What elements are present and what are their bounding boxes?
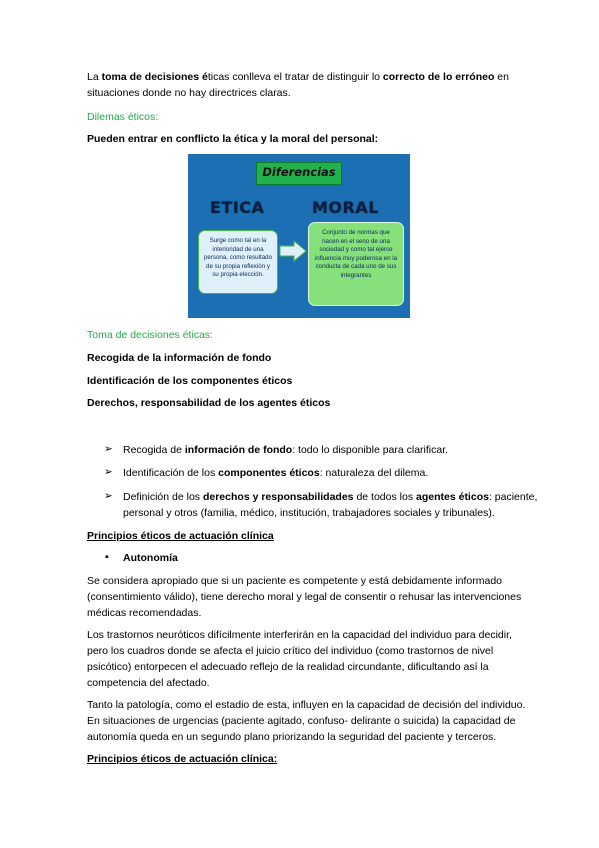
intro-text: en — [494, 71, 509, 83]
paragraph-line: (consentimiento válido), tiene derecho moral y legal de consentir o rehusar las intervenciones — [87, 591, 522, 603]
bullet-text: : naturaleza del dilema. — [319, 467, 429, 479]
bullet-item — [123, 490, 537, 506]
arrowhead-bullet-icon: ➢ — [104, 466, 113, 478]
paragraph-line: En situaciones de urgencias (paciente agitado, confuso- delirante o suicida) la capacidad de — [87, 715, 516, 727]
bullet-item — [123, 443, 448, 459]
bullet-text: de todos los — [353, 491, 416, 503]
bullet-bold-term: información de fondo — [184, 444, 293, 456]
bullet-text: : todo lo disponible para clarificar. — [292, 444, 449, 456]
figure-banner-text: Diferencias — [262, 165, 336, 179]
principios-heading-2: Principios éticos de actuación clínica: — [87, 753, 278, 765]
bullet-item — [123, 466, 428, 482]
intro-line-1 — [87, 70, 509, 86]
bullet-bold-term: componentes éticos — [218, 467, 320, 479]
bullet-text: Recogida de — [123, 444, 185, 456]
intro-bold-term: correcto de lo erróneo — [382, 71, 495, 83]
paragraph-line: médicas recomendadas. — [87, 607, 202, 619]
figure-etica-title: ETICA — [210, 198, 265, 217]
arrowhead-bullet-icon: ➢ — [104, 443, 113, 455]
figure-etica-box — [198, 230, 278, 294]
diferencias-figure — [188, 154, 410, 318]
dilemas-heading: Dilemas éticos: — [87, 111, 159, 123]
intro-text: ticas conlleva el tratar de distinguir lo — [207, 71, 383, 83]
paragraph-line: competencia del afectado. — [87, 677, 210, 689]
paragraph-line: Los trastornos neuróticos difícilmente interferirán en la capacidad del individuo para decidir, — [87, 629, 512, 641]
principios-heading: Principios éticos de actuación clínica — [87, 530, 274, 542]
figure-etica-text: Surge como tal en la interioridad de una persona, como resultado de su propia reflexión y su propia elección. — [203, 237, 273, 279]
figure-moral-box — [308, 222, 404, 306]
bullet-bold-term: agentes éticos — [416, 491, 489, 503]
figure-moral-text: Conjunto de normas que nacen en el seno de una sociedad y como tal ejerce influencia muy poderosa en la conducta de cada uno de sus integrantes — [314, 229, 398, 279]
intro-line-2: situaciones donde no hay directrices claras. — [87, 87, 291, 99]
paragraph-line: psicótico) entorpecen el adecuado reflejo de la realidad circundante, dificultando así la — [87, 661, 489, 673]
bullet-item-continuation: personal y otros (familia, médico, institución, trabajadores sociales y tribunales). — [123, 507, 495, 519]
paragraph-line: Se considera apropiado que si un paciente es competente y está debidamente informado — [87, 575, 503, 587]
bullet-text: Definición de los — [123, 491, 203, 503]
paragraph-line: autonomía queda en un segundo plano priorizando la seguridad del paciente y terceros. — [87, 731, 497, 743]
bullet-text: Identificación de los — [123, 467, 219, 479]
figure-moral-title: MORAL — [312, 198, 379, 217]
step-item: Recogida de la información de fondo — [87, 352, 272, 364]
bullet-bold-term: derechos y responsabilidades — [202, 491, 354, 503]
paragraph-line: Tanto la patología, como el estadio de esta, influyen en la capacidad de decisión del individuo. — [87, 699, 526, 711]
autonomia-label: Autonomía — [123, 552, 178, 564]
figure-banner — [256, 162, 342, 185]
bullet-text: : paciente, — [488, 491, 538, 503]
step-item: Identificación de los componentes éticos — [87, 375, 293, 387]
intro-text: La — [87, 71, 102, 83]
paragraph-line: pero los cuadros donde se afecta el juicio crítico del individuo (como trastornos de nivel — [87, 645, 494, 657]
arrow-right-icon — [279, 240, 307, 262]
toma-heading: Toma de decisiones éticas: — [87, 329, 214, 341]
step-item: Derechos, responsabilidad de los agentes éticos — [87, 397, 331, 409]
conflict-line: Pueden entrar en conflicto la ética y la moral del personal: — [87, 133, 379, 145]
bullet-dot-icon: ▪ — [105, 551, 109, 563]
intro-bold-term: toma de decisiones é — [101, 71, 208, 83]
arrowhead-bullet-icon: ➢ — [104, 490, 113, 502]
